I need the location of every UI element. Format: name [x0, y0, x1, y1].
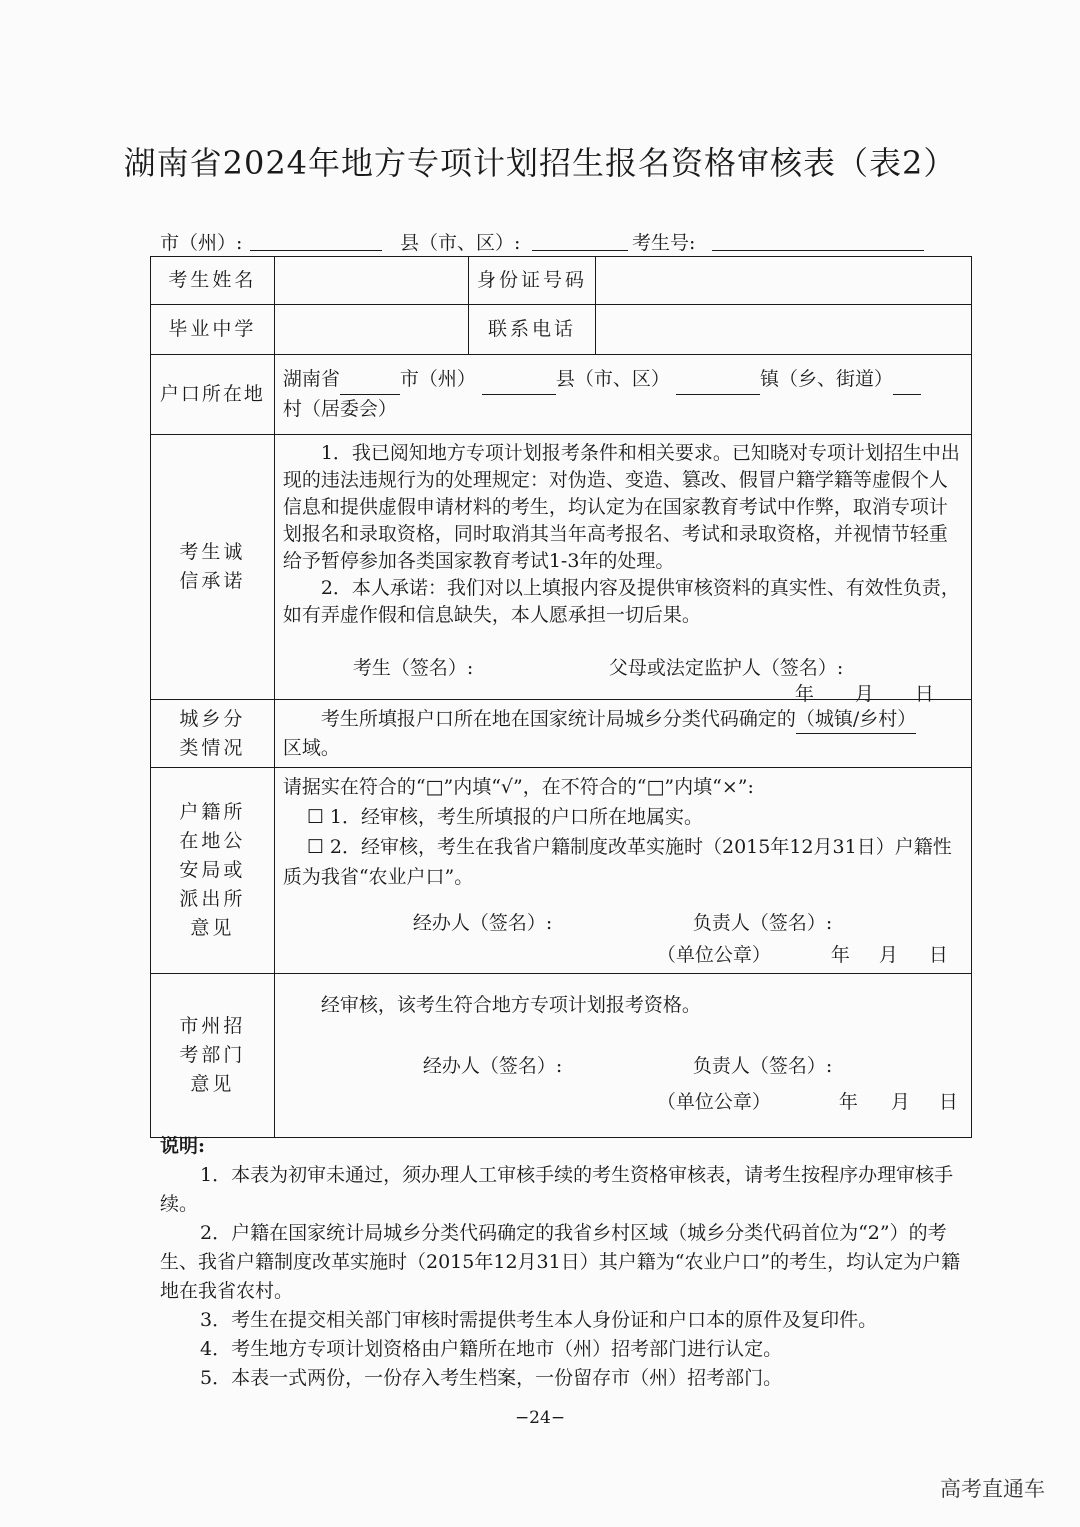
checkbox-item-1[interactable]: ☐ 1．经审核，考生所填报的户口所在地属实。: [306, 806, 703, 828]
village-text: 村（居委会）: [282, 398, 397, 420]
table-row: [151, 257, 972, 305]
residence-label: 户口所在地: [151, 355, 275, 435]
table-row: [151, 355, 972, 435]
date-month: 月: [878, 944, 898, 966]
integrity-pledge-content: [274, 435, 971, 705]
police-handler-signature[interactable]: 经办人（签名）:: [412, 912, 553, 934]
phone-field[interactable]: [596, 305, 972, 355]
id-number-label: 身份证号码: [468, 257, 596, 305]
date-day: 日: [914, 683, 934, 705]
page-number: −24−: [514, 1408, 566, 1428]
parent-signature[interactable]: 父母或法定监护人（签名）:: [608, 657, 844, 679]
dept-seal: （单位公章）: [656, 1091, 771, 1113]
watermark: 高考直通车: [940, 1477, 1045, 1501]
notes-heading: 说明:: [160, 1135, 206, 1157]
exam-dept-opinion-label: 市州招 考部门 意见: [151, 974, 275, 1138]
province-text: 湖南省: [282, 368, 340, 390]
date-month: 月: [854, 683, 874, 705]
city-text: 市（州）: [399, 368, 476, 390]
school-label: 毕业中学: [151, 305, 275, 355]
id-number-field[interactable]: [596, 257, 972, 305]
county-label: 县（市、区）:: [400, 232, 521, 254]
phone-label: 联系电话: [468, 305, 596, 355]
table-row: [151, 974, 972, 1138]
pledge-paragraph-2: 2．本人承诺：我们对以上填报内容及提供审核资料的真实性、有效性负责，如有弄虚作假和信息缺失，本人愿承担一切后果。: [282, 577, 960, 626]
date-year: 年: [838, 1091, 858, 1113]
note-item: 3．考生在提交相关部门审核时需提供考生本人身份证和户口本的原件及复印件。: [200, 1309, 878, 1331]
town-text: 镇（乡、街道）: [759, 368, 893, 390]
exam-no-blank[interactable]: [712, 250, 924, 251]
notes-section: [160, 1132, 966, 1393]
student-name-field[interactable]: [274, 257, 468, 305]
exam-no-label: 考生号:: [632, 232, 696, 254]
county-blank[interactable]: [532, 250, 628, 251]
pledge-paragraph-1: 1．我已阅知地方专项计划报考条件和相关要求。已知晓对专项计划招生中出现的违法违规行为的处理规定：对伪造、变造、篡改、假冒户籍学籍等虚假个人信息和提供虚假申请材料的考生，均认定为在国家教育考试中作弊，取消专项计划报名和录取资格，同时取消其当年高考报名、考试和录取资格，并视情节轻重给予暂停参加各类国家教育考试1-3年的处理。: [282, 442, 960, 572]
check-instruction: 请据实在符合的“□”内填“√”，在不符合的“□”内填“×”:: [282, 776, 754, 798]
checkbox-item-2[interactable]: ☐ 2．经审核，考生在我省户籍制度改革实施时（2015年12月31日）户籍性质为我省“农业户口”。: [282, 836, 952, 888]
note-item: 5．本表一式两份，一份存入考生档案，一份留存市（州）招考部门。: [200, 1367, 783, 1389]
dept-responsible-signature[interactable]: 负责人（签名）:: [692, 1055, 833, 1077]
student-signature[interactable]: 考生（签名）:: [352, 657, 474, 679]
urban-rural-label: 城乡分 类情况: [151, 700, 275, 768]
qualification-review-table: [150, 256, 972, 1138]
note-item: 4．考生地方专项计划资格由户籍所在地市（州）招考部门进行认定。: [200, 1338, 783, 1360]
city-blank[interactable]: [250, 250, 382, 251]
city-label: 市（州）:: [160, 232, 243, 254]
integrity-pledge-label: 考生诚 信承诺: [151, 435, 275, 700]
police-seal: （单位公章）: [656, 944, 771, 966]
table-row: [151, 768, 972, 974]
police-responsible-signature[interactable]: 负责人（签名）:: [692, 912, 833, 934]
form-header-line: [160, 228, 960, 258]
student-name-label: 考生姓名: [151, 257, 275, 305]
urban-rural-content: 考生所填报户口所在地在国家统计局城乡分类代码确定的（城镇/乡村） 区域。: [274, 700, 971, 768]
document-title: 湖南省2024年地方专项计划招生报名资格审核表（表2）: [123, 144, 957, 182]
table-row: [151, 700, 972, 768]
note-item: 2．户籍在国家统计局城乡分类代码确定的我省乡村区域（城乡分类代码首位为“2”）的考生、我省户籍制度改革实施时（2015年12月31日）其户籍为“农业户口”的考生，均认定为户籍地在我省农村。: [160, 1222, 961, 1302]
date-year: 年: [794, 683, 814, 705]
date-day: 日: [938, 1091, 958, 1113]
dept-handler-signature[interactable]: 经办人（签名）:: [422, 1055, 563, 1077]
police-opinion-label: 户籍所 在地公 安局或 派出所 意见: [151, 768, 275, 974]
note-item: 1．本表为初审未通过，须办理人工审核手续的考生资格审核表，请考生按程序办理审核手续。: [160, 1164, 954, 1215]
urban-rural-fill[interactable]: （城镇/乡村）: [796, 705, 916, 734]
table-row: [151, 305, 972, 355]
table-row: [151, 435, 972, 700]
exam-dept-opinion-content: [274, 974, 971, 1138]
date-month: 月: [890, 1091, 910, 1113]
exam-dept-verdict: 经审核，该考生符合地方专项计划报考资格。: [320, 994, 701, 1016]
date-year: 年: [830, 944, 850, 966]
county-text: 县（市、区）: [555, 368, 670, 390]
police-opinion-content: [274, 768, 971, 974]
school-field[interactable]: [274, 305, 468, 355]
date-day: 日: [928, 944, 948, 966]
residence-field[interactable]: [274, 355, 971, 435]
